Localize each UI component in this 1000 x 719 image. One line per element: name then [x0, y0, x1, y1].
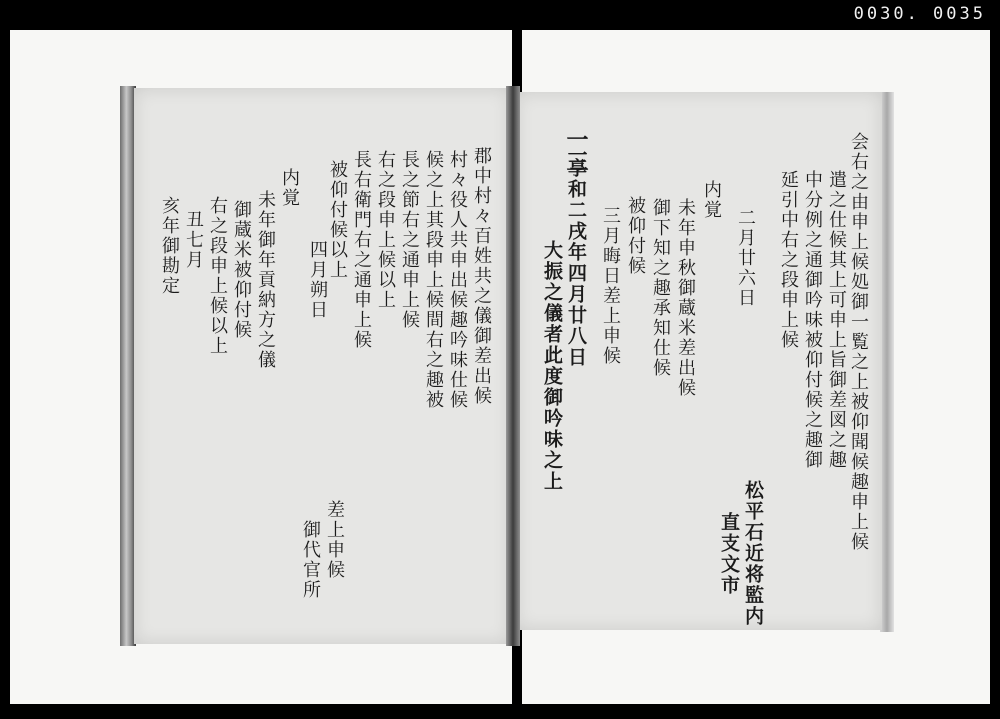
book-spine [506, 86, 520, 646]
left-column-10: 未年御年貢納方之儀 [255, 190, 276, 370]
left-column-16: 御代官所 [300, 520, 321, 600]
left-column-8: 四月朔日 [307, 240, 328, 320]
right-column-5: 二月廿六日 [735, 208, 756, 308]
left-column-1: 郡中村々百姓共之儀御差出候 [471, 146, 492, 406]
left-column-2: 村々役人共申出候趣吟味仕候 [447, 150, 468, 410]
right-column-14: 直支文市 [718, 512, 740, 596]
left-column-12: 右之段申上候以上 [207, 196, 228, 356]
left-column-5: 右之段申上候以上 [375, 150, 396, 310]
left-column-7: 被仰付候以上 [327, 160, 348, 280]
left-column-6: 長右衛門右之通申上候 [351, 150, 372, 350]
right-column-3: 中分例之通御吟味被仰付候之趣御 [802, 170, 823, 470]
left-column-4: 長之節右之通申上候 [399, 150, 420, 330]
left-column-3: 候之上其段申上候間右之趣被 [423, 150, 444, 410]
page-number: 一三 [563, 128, 589, 172]
right-column-2: 遣之仕候其上可申上旨御差図之趣 [826, 170, 847, 470]
book-edge-right [880, 92, 894, 632]
right-column-12: 大振之儀者此度御吟味之上 [541, 240, 563, 492]
right-column-7: 未年申秋御蔵米差出候 [675, 198, 696, 398]
right-column-13: 松平石近将監内 [742, 480, 764, 627]
right-column-8: 御下知之趣承知仕候 [650, 198, 671, 378]
left-column-15: 差上申候 [324, 500, 345, 580]
right-column-4: 延引中右之段申上候 [778, 170, 799, 350]
right-column-1: 会右之由申上候処御一覧之上被仰聞候趣申上候 [848, 132, 869, 552]
right-column-11: 享和二戌年四月廿八日 [565, 158, 587, 368]
left-column-11: 御蔵米被仰付候 [231, 200, 252, 340]
left-column-13: 丑七月 [183, 210, 204, 270]
film-frame-code: 0030. 0035 [853, 4, 986, 24]
right-column-9: 被仰付候 [625, 196, 646, 276]
left-column-9: 内覚 [279, 168, 300, 208]
right-column-10: 三月晦日差上申候 [600, 206, 621, 366]
left-column-14: 亥年御勘定 [159, 196, 180, 296]
right-column-6: 内覚 [701, 180, 722, 220]
